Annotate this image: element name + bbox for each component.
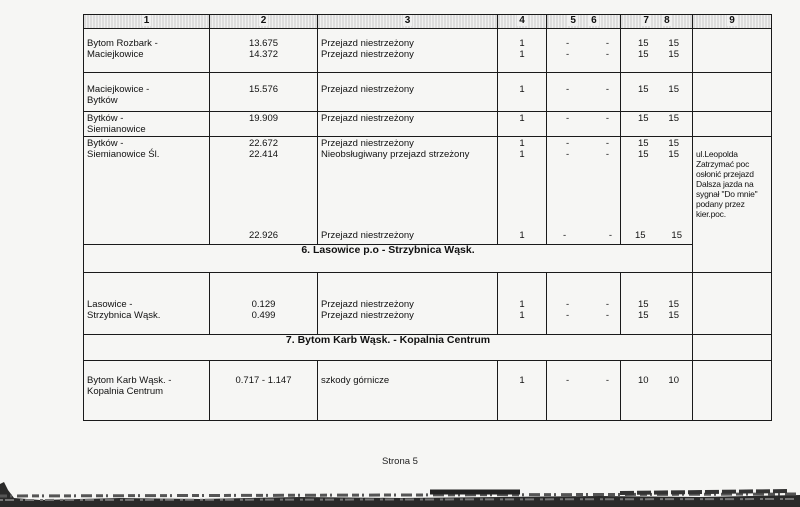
col56-cell: - - <box>547 361 621 421</box>
col56-cell: - - - - <box>547 29 621 73</box>
header-row <box>84 15 772 29</box>
table-row <box>84 273 772 335</box>
km-cell: 0.717 - 1.147 <box>210 361 318 421</box>
page-number: Strona 5 <box>382 456 418 467</box>
location-cell: Bytom Karb Wąsk. - Kopalnia Centrum <box>84 361 210 421</box>
table-row <box>84 29 772 73</box>
section-header-row <box>84 245 772 273</box>
col4-cell: 1 <box>498 361 547 421</box>
section-header-row <box>84 335 772 361</box>
note-cell <box>693 112 772 137</box>
scan-edge-noise <box>0 478 800 507</box>
col78-cell: 15 15 15 15 15 15 <box>621 137 693 245</box>
header-col-5-6: 5 6 <box>547 15 621 29</box>
description-cell: szkody górnicze <box>318 361 498 421</box>
header-col-9: 9 <box>693 15 772 29</box>
location-cell: Lasowice - Strzybnica Wąsk. <box>84 273 210 335</box>
table-row <box>84 112 772 137</box>
description-cell: Przejazd niestrzeżony Przejazd niestrzeżony <box>318 273 498 335</box>
section-6-title: 6. Lasowice p.o - Strzybnica Wąsk. <box>84 245 693 273</box>
col4-cell: 1 1 <box>498 273 547 335</box>
table-row <box>84 361 772 421</box>
description-cell: Przejazd niestrzeżony Nieobsługiwany przejazd strzeżony Przejazd niestrzeżony <box>318 137 498 245</box>
km-cell: 15.576 <box>210 73 318 112</box>
km-cell: 22.672 22.414 22.926 <box>210 137 318 245</box>
header-col-4: 4 <box>498 15 547 29</box>
note-cell <box>693 29 772 73</box>
col78-cell: 10 10 <box>621 361 693 421</box>
header-col-3: 3 <box>318 15 498 29</box>
speed-restriction-table <box>83 14 772 421</box>
col56-cell: - - <box>547 73 621 112</box>
km-cell: 13.675 14.372 <box>210 29 318 73</box>
table-row <box>84 137 772 245</box>
col56-cell: - - - - <box>547 273 621 335</box>
table-row <box>84 73 772 112</box>
section-7-title: 7. Bytom Karb Wąsk. - Kopalnia Centrum <box>84 335 693 361</box>
col4-cell: 1 1 <box>498 29 547 73</box>
note-cell <box>693 361 772 421</box>
note-cell <box>693 335 772 361</box>
col78-cell: 15 15 <box>621 73 693 112</box>
col4-cell: 1 <box>498 112 547 137</box>
location-cell: Bytom Rozbark - Maciejkowice <box>84 29 210 73</box>
col78-cell: 15 15 15 15 <box>621 273 693 335</box>
header-col-2: 2 <box>210 15 318 29</box>
description-cell: Przejazd niestrzeżony Przejazd niestrzeżony <box>318 29 498 73</box>
note-cell <box>693 73 772 112</box>
location-cell: Maciejkowice - Bytków <box>84 73 210 112</box>
location-cell: Bytków - Siemianowice Śl. <box>84 137 210 245</box>
note-cell: ul.Leopolda Zatrzymać poc osłonić przejazd Dalsza jazda na sygnał "Do mnie" podany przez kier.poc. <box>693 137 772 273</box>
col4-cell: 1 <box>498 73 547 112</box>
col78-cell: 15 15 15 15 <box>621 29 693 73</box>
km-cell: 0.129 0.499 <box>210 273 318 335</box>
header-col-1: 1 <box>84 15 210 29</box>
col56-cell: - - - - - - <box>547 137 621 245</box>
location-cell: Bytków - Siemianowice <box>84 112 210 137</box>
description-cell: Przejazd niestrzeżony <box>318 112 498 137</box>
header-col-7-8: 7 8 <box>621 15 693 29</box>
note-cell <box>693 273 772 335</box>
km-cell: 19.909 <box>210 112 318 137</box>
col4-cell: 1 1 1 <box>498 137 547 245</box>
col78-cell: 15 15 <box>621 112 693 137</box>
description-cell: Przejazd niestrzeżony <box>318 73 498 112</box>
col56-cell: - - <box>547 112 621 137</box>
